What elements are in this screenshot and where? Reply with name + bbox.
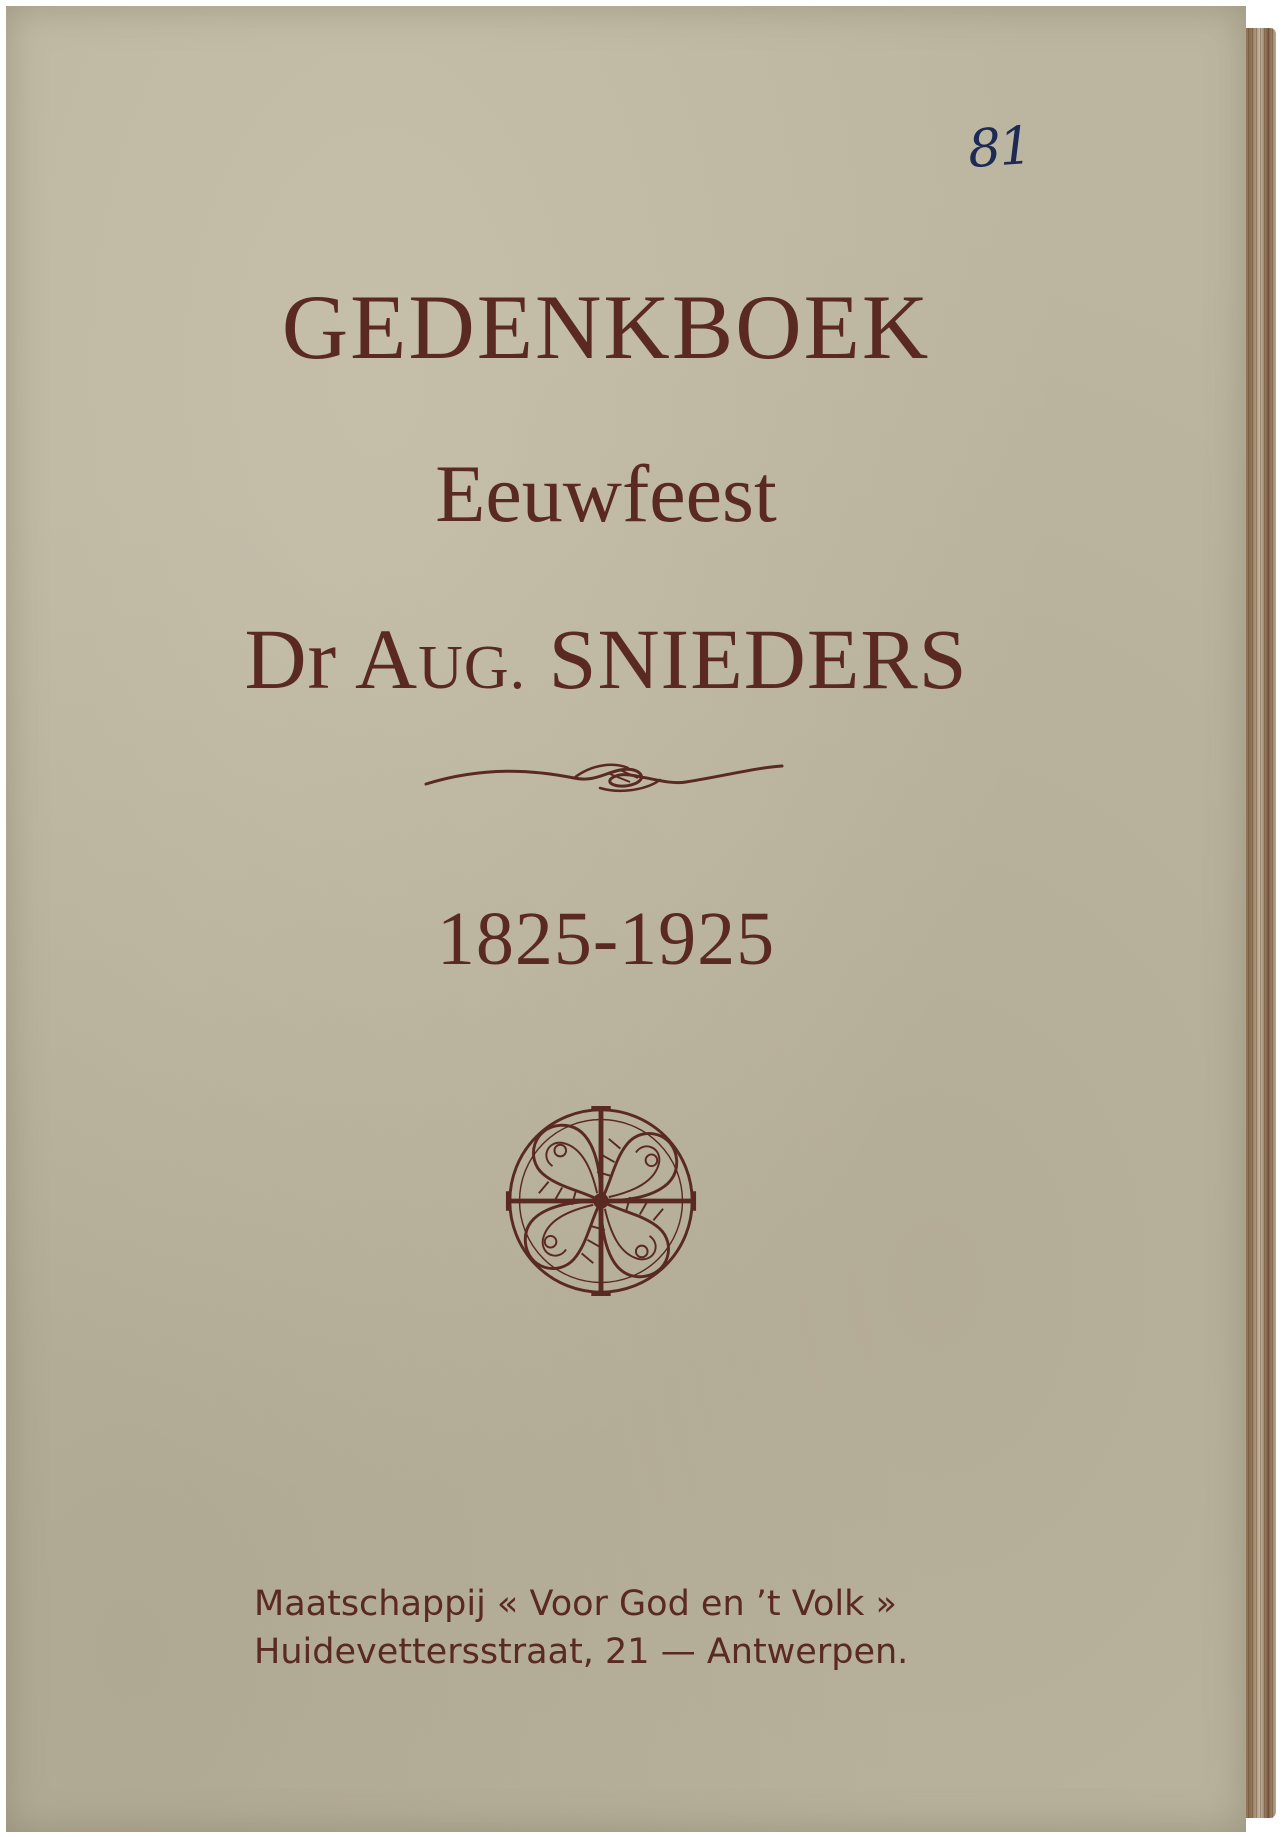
subject-name: SNIEDERS	[548, 611, 968, 707]
book-cover	[6, 6, 1246, 1832]
publisher-imprint	[254, 1580, 908, 1676]
handwritten-number: 81	[965, 115, 1033, 181]
imprint-publisher: Maatschappij « Voor God en ’t Volk »	[254, 1584, 897, 1624]
imprint-address: Huidevettersstraat, 21 — Antwerpen.	[254, 1632, 909, 1672]
subject-initial: A	[354, 611, 419, 707]
cover-subtitle: Eeuwfeest	[435, 448, 777, 539]
subject-abbrev: UG.	[418, 634, 527, 702]
cover-years: 1825-1925	[436, 897, 776, 981]
cover-subject	[6, 611, 1206, 707]
rosette-ornament-icon	[504, 1104, 698, 1298]
decorative-flourish-icon	[424, 752, 784, 802]
cover-title: GEDENKBOEK	[281, 276, 931, 378]
subject-prefix: Dr	[244, 611, 338, 707]
